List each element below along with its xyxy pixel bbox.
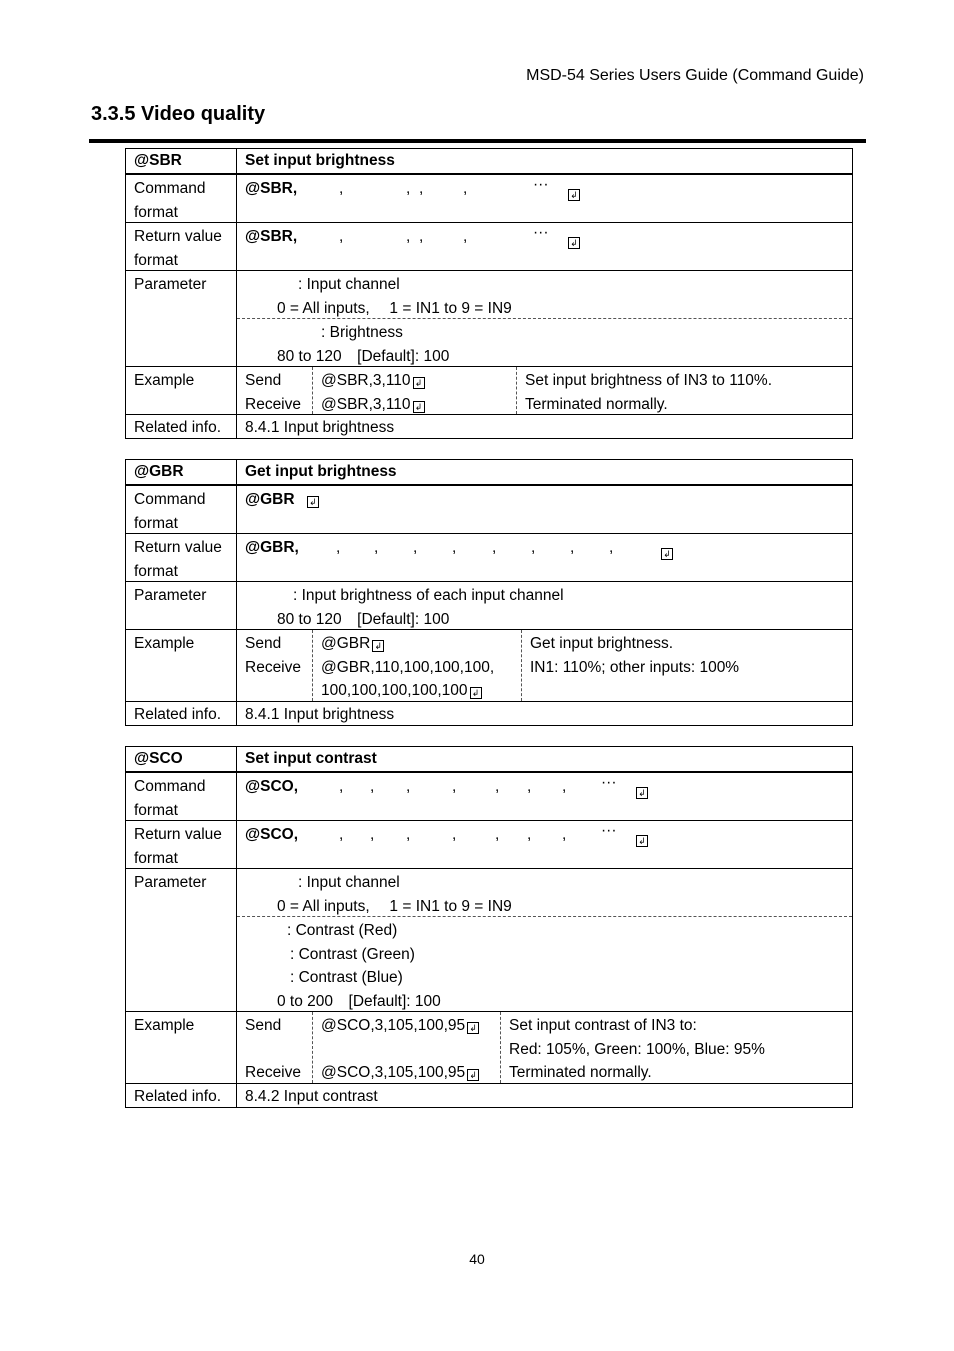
format-separator xyxy=(634,827,648,851)
example-label: Example xyxy=(126,367,237,414)
command-code: @SBR xyxy=(126,149,237,173)
format-separator: , xyxy=(374,539,379,556)
parameter-value: : Input channel 0 = All inputs, 1 = IN1 to 9 = IN9 : Brightness 80 to 120 [Default]: 100 xyxy=(237,271,852,366)
receive-command-line2: 100,100,100,100,100 xyxy=(321,682,468,699)
format-separator: , xyxy=(562,778,567,795)
return-icon: ↲ xyxy=(413,377,425,389)
format-separator: , xyxy=(406,180,411,197)
format-separator: , xyxy=(609,539,614,556)
format-separator: , xyxy=(370,826,375,843)
format-separator: , xyxy=(527,826,532,843)
return-icon: ↲ xyxy=(413,401,425,413)
related-value: 8.4.1 Input brightness xyxy=(245,706,395,723)
receive-description: IN1: 110%; other inputs: 100% xyxy=(530,658,740,676)
format-separator xyxy=(566,181,580,205)
return-prefix: @GBR, xyxy=(245,539,299,556)
send-command: @SBR,3,110 xyxy=(321,372,411,389)
receive-description: Terminated normally. xyxy=(509,1064,652,1081)
format-separator: , xyxy=(413,539,418,556)
format-separator: , xyxy=(339,180,344,197)
format-separator: , xyxy=(406,826,411,843)
send-description: Get input brightness. xyxy=(530,635,674,652)
format-separator: , xyxy=(463,180,468,197)
send-command: @SCO,3,105,100,95 xyxy=(321,1017,466,1034)
parameter-label: Parameter xyxy=(126,271,237,366)
format-separator: , xyxy=(531,539,536,556)
send-description-line2: Red: 105%, Green: 100%, Blue: 95% xyxy=(509,1040,765,1058)
related-label: Related info. xyxy=(126,1084,237,1107)
return-icon: ↲ xyxy=(568,189,580,201)
command-title: Get input brightness xyxy=(245,463,397,480)
format-separator: , xyxy=(463,228,468,245)
send-command: @GBR xyxy=(321,635,371,652)
format-separator: , xyxy=(419,228,424,245)
command-format-value xyxy=(237,486,852,533)
format-separator: , xyxy=(339,778,344,795)
parameter-label: Parameter xyxy=(126,869,237,1011)
format-separator: , xyxy=(562,826,567,843)
return-icon: ↲ xyxy=(636,835,648,847)
related-value: 8.4.2 Input contrast xyxy=(245,1088,378,1105)
return-icon: ↲ xyxy=(661,548,673,560)
format-separator: , xyxy=(570,539,575,556)
command-format-value xyxy=(237,773,852,820)
command-prefix: @SCO, xyxy=(245,778,299,795)
page-number: 40 xyxy=(469,1251,485,1267)
format-separator: , xyxy=(419,180,424,197)
related-value: 8.4.1 Input brightness xyxy=(245,419,395,436)
sco-command-table xyxy=(125,746,853,1108)
gbr-command-table xyxy=(125,459,853,726)
page-header: MSD-54 Series Users Guide (Command Guide) xyxy=(526,67,864,84)
format-separator: , xyxy=(492,539,497,556)
command-format-value xyxy=(237,175,852,222)
command-title: Set input contrast xyxy=(245,750,377,767)
related-label: Related info. xyxy=(126,415,237,438)
format-separator: , xyxy=(406,778,411,795)
related-label: Related info. xyxy=(126,702,237,725)
receive-command: @SBR,3,110 xyxy=(321,395,411,413)
parameter-label: Parameter xyxy=(126,582,237,629)
return-prefix: @SCO, xyxy=(245,826,299,843)
receive-command: @SCO,3,105,100,95 xyxy=(321,1064,466,1081)
return-format-value xyxy=(237,821,852,868)
return-icon: ↲ xyxy=(636,787,648,799)
example-label: Example xyxy=(126,630,237,701)
return-format-label: Return value format xyxy=(126,534,237,581)
return-format-label: Return value format xyxy=(126,821,237,868)
command-code: @SCO xyxy=(126,747,237,771)
return-prefix: @SBR, xyxy=(245,228,298,245)
receive-command-line1: @GBR,110,100,100,100, xyxy=(321,658,495,676)
command-format-label: Command format xyxy=(126,175,237,222)
example-value: Send Receive @SCO,3,105,100,95 ↲ @SCO,3,105,100,95 ↲ Set input contrast of IN3 to: Red: 105%, Green: 100%, Blue: 95% Terminated normally. xyxy=(237,1012,852,1083)
format-separator xyxy=(566,229,580,253)
format-separator xyxy=(634,779,648,803)
format-separator: , xyxy=(452,826,457,843)
return-icon: ↲ xyxy=(470,687,482,699)
return-icon: ↲ xyxy=(307,496,319,508)
command-format-label: Command format xyxy=(126,773,237,820)
format-separator: ··· xyxy=(601,774,617,791)
format-separator: , xyxy=(452,539,457,556)
command-prefix: @SBR, xyxy=(245,180,298,197)
return-icon: ↲ xyxy=(372,640,384,652)
format-separator: , xyxy=(495,778,500,795)
receive-description: Terminated normally. xyxy=(525,395,668,413)
command-title: Set input brightness xyxy=(245,152,395,169)
return-format-value xyxy=(237,534,852,581)
example-label: Example xyxy=(126,1012,237,1083)
format-separator: , xyxy=(336,539,341,556)
send-description-line1: Set input contrast of IN3 to: xyxy=(509,1017,697,1034)
parameter-value: : Input brightness of each input channel 80 to 120 [Default]: 100 xyxy=(277,587,564,628)
command-format-label: Command format xyxy=(126,486,237,533)
return-icon: ↲ xyxy=(467,1022,479,1034)
format-separator: , xyxy=(452,778,457,795)
format-separator: , xyxy=(495,826,500,843)
return-format-label: Return value format xyxy=(126,223,237,270)
return-format-value xyxy=(237,223,852,270)
format-separator: , xyxy=(370,778,375,795)
format-separator: , xyxy=(406,228,411,245)
format-separator: , xyxy=(527,778,532,795)
sbr-command-table xyxy=(125,148,853,439)
parameter-value: : Input channel 0 = All inputs, 1 = IN1 to 9 = IN9 : Contrast (Red) : Contrast (Green) : Contrast (Blue) 0 to 200 [Default]: 100 xyxy=(237,869,852,1011)
return-icon: ↲ xyxy=(467,1069,479,1081)
return-icon: ↲ xyxy=(568,237,580,249)
format-separator xyxy=(659,540,673,564)
command-code: @GBR xyxy=(126,460,237,484)
section-title: 3.3.5 Video quality xyxy=(91,103,266,125)
example-value: Send Receive @GBR ↲ @GBR,110,100,100,100, 100,100,100,100,100 ↲ Get input brightness. IN1: 110%; other inputs: 100% xyxy=(237,630,852,701)
format-separator: , xyxy=(339,228,344,245)
command-prefix: @GBR xyxy=(245,491,295,508)
format-separator: ··· xyxy=(533,224,549,241)
example-value: Send Receive @SBR,3,110 ↲ @SBR,3,110 ↲ Set input brightness of IN3 to 110%. Terminated normally. xyxy=(237,367,852,414)
format-separator: ··· xyxy=(533,176,549,193)
send-description: Set input brightness of IN3 to 110%. xyxy=(525,372,773,389)
format-separator: ··· xyxy=(601,822,617,839)
title-rule xyxy=(89,139,866,143)
format-separator: , xyxy=(339,826,344,843)
